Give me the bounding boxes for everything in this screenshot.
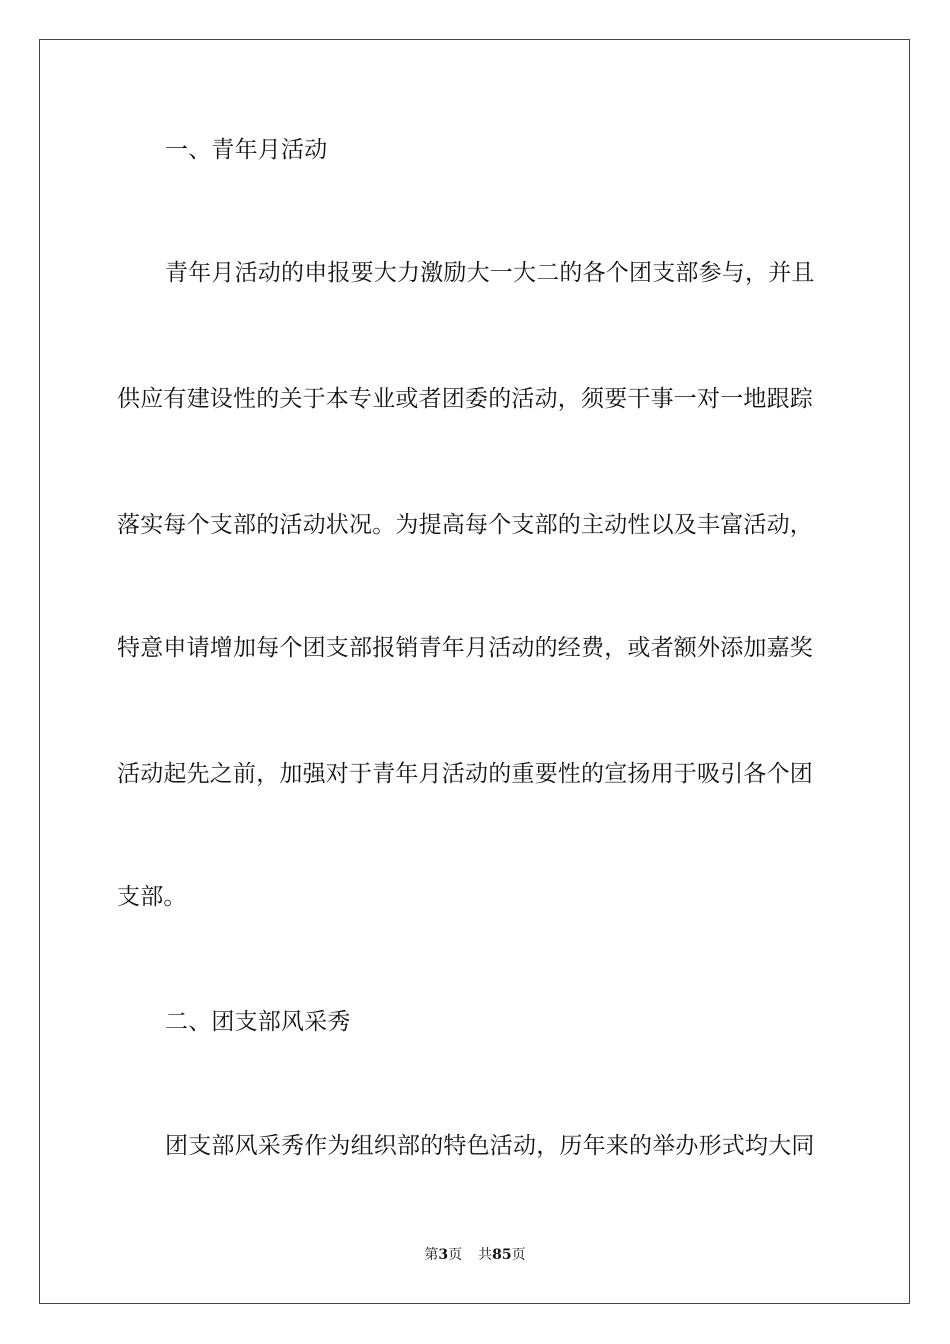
page-suffix: 页 (448, 1247, 463, 1263)
paragraph-line: 团支部风采秀作为组织部的特色活动，历年来的举办形式均大同 (165, 1133, 815, 1159)
paragraph-line: 活动起先之前，加强对于青年月活动的重要性的宣扬用于吸引各个团 (117, 761, 813, 787)
paragraph-line: 支部。 (117, 884, 187, 910)
page-footer (0, 1245, 950, 1265)
paragraph-line: 特意申请增加每个团支部报销青年月活动的经费，或者额外添加嘉奖 (117, 635, 813, 661)
total-suffix: 页 (511, 1247, 526, 1263)
section-heading-1: 一、青年月活动 (165, 137, 328, 163)
page-total: 85 (492, 1247, 512, 1263)
page-border (39, 39, 910, 1304)
section-heading-2: 二、团支部风采秀 (165, 1009, 351, 1035)
paragraph-line: 青年月活动的申报要大力激励大一大二的各个团支部参与，并且 (165, 260, 815, 286)
page-prefix: 第 (424, 1247, 439, 1263)
total-prefix: 共 (478, 1247, 493, 1263)
page-current: 3 (438, 1247, 449, 1263)
paragraph-line: 供应有建设性的关于本专业或者团委的活动，须要干事一对一地跟踪 (117, 386, 813, 412)
paragraph-line: 落实每个支部的活动状况。为提高每个支部的主动性以及丰富活动， (117, 512, 813, 538)
